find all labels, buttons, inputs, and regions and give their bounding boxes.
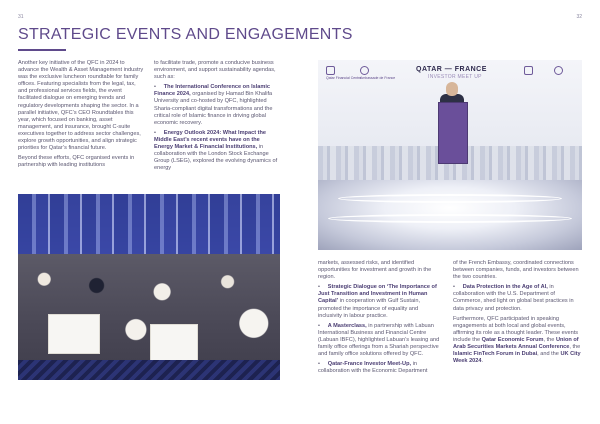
col3-intro: markets, assessed risks, and identified opportunities for investment and growth in the region. bbox=[318, 260, 432, 281]
col4-intro: of the French Embassy, coordinated connections between companies, funds, and investors between the two countries. bbox=[453, 260, 579, 281]
event-headline: QATAR — FRANCE bbox=[416, 66, 487, 73]
stage-light-ring bbox=[328, 214, 572, 223]
col1-paragraph-1: Another key initiative of the QFC in 2024 to advance the Wealth & Asset Management industry was the exclusive luncheon roundtable for family offices. Featuring specialists from the legal, tax, and professional services fields, the event facilitated dialogue on emerging trends and regulatory developments shaping the sector. In a parallel initiative, QFC’s CEO Roundtables this year, which focused on banking, asset management, and insurance, brought C-suite executives together to address sector challenges, explore growth opportunities, and align strategic priorities for Qatar’s financial future. bbox=[18, 60, 144, 152]
qfc-logo: Qatar Financial Centre bbox=[326, 66, 361, 80]
col2-bullet-2-text: in collaboration with the London Stock Exchange Group (LSEG), explored the evolving dynamics of energy bbox=[154, 144, 278, 172]
podium bbox=[438, 102, 468, 164]
qatar-france-photo bbox=[318, 60, 582, 250]
page-title: STRATEGIC EVENTS AND ENGAGEMENTS bbox=[18, 26, 353, 43]
col3-bullet-3-text: in collaboration with the Economic Department bbox=[318, 361, 428, 375]
col4-bullet-1: • Data Protection in the Age of AI, in collaboration with the U.S. Department of Commerce, shed light on global best practices in data privacy and protection. bbox=[453, 284, 574, 312]
col3-bullet-3: • Qatar-France Investor Meet-Up, in collaboration with the Economic Department bbox=[318, 361, 428, 375]
col4-paragraph-2: Furthermore, QFC participated in speaking engagements at both local and global events, affirming its role as a thought leader. These events include the Qatar Economic Forum, the Union of Arab Securities Markets Annual Conference, the Islamic FinTech Forum in Dubai, and the UK City Week 2024. bbox=[453, 315, 581, 365]
column-2 bbox=[154, 60, 280, 175]
embassy-logo: Ambassade de France bbox=[360, 66, 395, 80]
col4-bullet-1-text: in collaboration with the U.S. Department of Commerce, shed light on global best practices in data privacy and protection. bbox=[453, 284, 574, 312]
qfc-logo-right bbox=[524, 66, 533, 76]
col2-bullet-1-title: The International Conference on Islamic Finance 2024, bbox=[154, 84, 271, 98]
round-table bbox=[48, 314, 100, 354]
col3-bullet-1: • Strategic Dialogue on ‘The Importance of Just Transition and Investment in Human Capital’ in cooperation with Gulf Sustain, promoted the importance of equality and inclusivity in labour practice. bbox=[318, 284, 437, 319]
col3-bullet-1-title: Strategic Dialogue on ‘The Importance of Just Transition and Investment in Human Capital’ bbox=[318, 284, 437, 305]
page-number-right: 32 bbox=[576, 14, 582, 20]
col3-bullet-1-text: in cooperation with Gulf Sustain, promoted the importance of equality and inclusivity in labour practice. bbox=[318, 298, 420, 319]
column-3 bbox=[318, 260, 442, 378]
embassy-logo-right bbox=[554, 66, 563, 76]
col2-bullet-1-text: organised by Hamad Bin Khalifa University and co-hosted by QFC, highlighted Sharia-compliant digital transformations and the critical role of Islamic finance in driving global economic recovery. bbox=[154, 91, 273, 126]
title-underline bbox=[18, 49, 66, 51]
event-islamic-fintech-forum: Islamic FinTech Forum in Dubai bbox=[453, 351, 538, 358]
patterned-floor bbox=[18, 360, 280, 380]
conference-audience-photo bbox=[18, 194, 280, 380]
event-subline: INVESTOR MEET UP bbox=[428, 74, 482, 80]
col2-bullet-1: • The International Conference on Islamic Finance 2024, organised by Hamad Bin Khalifa University and co-hosted by QFC, highlighted Sharia-compliant digital transformations and the critical role of Islamic finance in driving global economic recovery. bbox=[154, 84, 273, 126]
speaker-head bbox=[446, 82, 458, 96]
event-uk-city-week: UK City Week 2024 bbox=[453, 351, 581, 365]
col2-bullet-2: • Energy Outlook 2024: What Impact the Middle East’s recent events have on the Energy Market & Financial Institutions, in collaboration with the London Stock Exchange Group (LSEG), explored the evolving dynamics of energy bbox=[154, 129, 278, 172]
column-4 bbox=[453, 260, 583, 368]
col1-paragraph-2: Beyond these efforts, QFC organised events in partnership with leading institutions bbox=[18, 155, 135, 169]
stage-light-ring bbox=[338, 194, 562, 203]
stage-floor bbox=[318, 180, 582, 250]
col3-bullet-2-title: A Masterclass, bbox=[327, 322, 367, 329]
page-number-left: 31 bbox=[18, 14, 24, 20]
col3-bullet-2-text: in partnership with Labuan International Business and Financial Centre (Labuan IBFC), highlighted Labuan’s leasing and family office offerings from a Shariah perspective and family office solutions offered by QFC. bbox=[318, 322, 440, 358]
stage-lighting bbox=[18, 194, 280, 254]
column-1 bbox=[18, 60, 146, 172]
col2-bullet-2-title: Energy Outlook 2024: What Impact the Middle East’s recent events have on the Energy Market & Financial Institutions, bbox=[154, 129, 266, 151]
col3-bullet-2: • A Masterclass, in partnership with Labuan International Business and Financial Centre (Labuan IBFC), highlighted Labuan’s leasing and family office offerings from a Shariah perspective and family office solutions offered by QFC. bbox=[318, 322, 440, 358]
event-qatar-economic-forum: Qatar Economic Forum bbox=[481, 336, 544, 343]
col4-bullet-1-title: Data Protection in the Age of AI, bbox=[462, 284, 548, 291]
event-uasm-conference: Union of Arab Securities Markets Annual Conference bbox=[453, 336, 579, 351]
col2-intro: to facilitate trade, promote a conducive business environment, and support sustainability agendas, such as: bbox=[154, 60, 276, 81]
col3-bullet-3-title: Qatar-France Investor Meet-Up, bbox=[327, 361, 412, 368]
round-table bbox=[150, 324, 198, 364]
